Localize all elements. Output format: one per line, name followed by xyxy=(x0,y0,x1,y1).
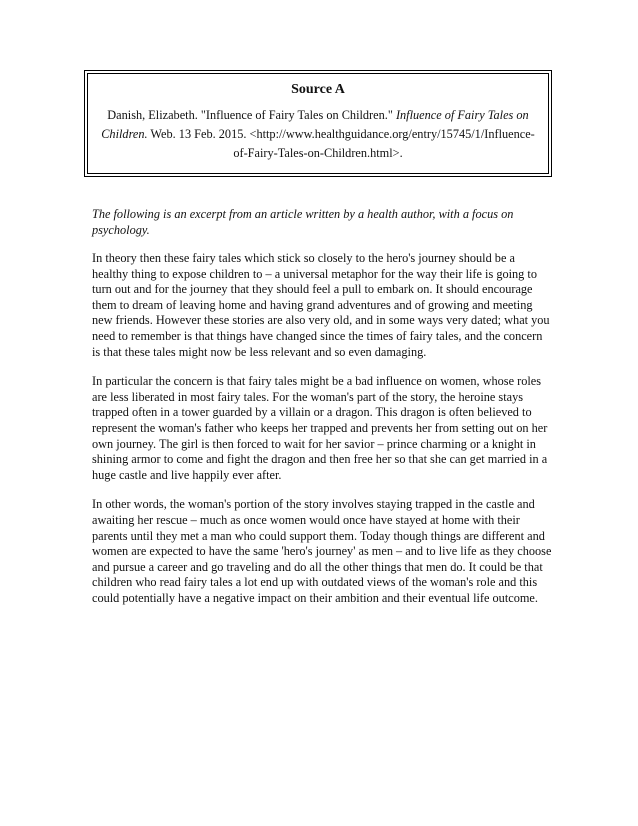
citation-publication: Influence of Fairy Tales on xyxy=(395,108,529,122)
paragraph: In other words, the woman's portion of the story involves staying trapped in the castle and awaiting her rescue – much as once women would once have stayed at home with their parents until they met a man who could support them. Today though things are different and women are expected to have the same 'hero's journey' as men – and to live life as they choose and pursue a career and go traveling and do all the other things that men do. It could be that children who read fairy tales a lot end up with outdated views of the woman's role and this could potentially have a negative impact on their ambition and their eventual life outcome. xyxy=(92,497,552,605)
source-box xyxy=(87,73,549,174)
citation-author-title: Danish, Elizabeth. "Influence of Fairy Tales on Children." xyxy=(107,108,396,122)
paragraph: In theory then these fairy tales which stick so closely to the hero's journey should be a healthy thing to expose children to – a universal metaphor for the way their life is going to turn out and for the journey that they should feel a pull to embark on. It should encourage them to dream of leaving home and having grand adventures and of growing and meeting new friends. However these stories are also very old, and in some ways very dated; what you need to remember is that things have changed since the times of fairy tales, and the concern is that these tales might now be less relevant and so even damaging. xyxy=(92,251,550,359)
citation xyxy=(98,106,538,163)
article-content xyxy=(92,206,552,620)
intro-text: The following is an excerpt from an article written by a health author, with a focus on psychology. xyxy=(92,207,514,237)
citation-web-url: Web. 13 Feb. 2015. <http://www.healthguidance.org/entry/15745/1/Influence-of-Fairy-Tales-on-Children.html>. xyxy=(147,127,535,160)
source-title: Source A xyxy=(291,82,345,97)
citation-publication-cont: Children. xyxy=(101,127,148,141)
paragraph: In particular the concern is that fairy tales might be a bad influence on women, whose roles are less liberated in most fairy tales. For the woman's part of the story, the heroine stays trapped often in a tower guarded by a villain or a dragon. This dragon is often believed to represent the woman's father who keeps her trapped and prevents her from setting out on her own journey. The girl is then forced to wait for her savior – prince charming or a knight in shining armor to come and fight the dragon and then free her so that she can get married in a huge castle and live happily ever after. xyxy=(92,374,548,482)
